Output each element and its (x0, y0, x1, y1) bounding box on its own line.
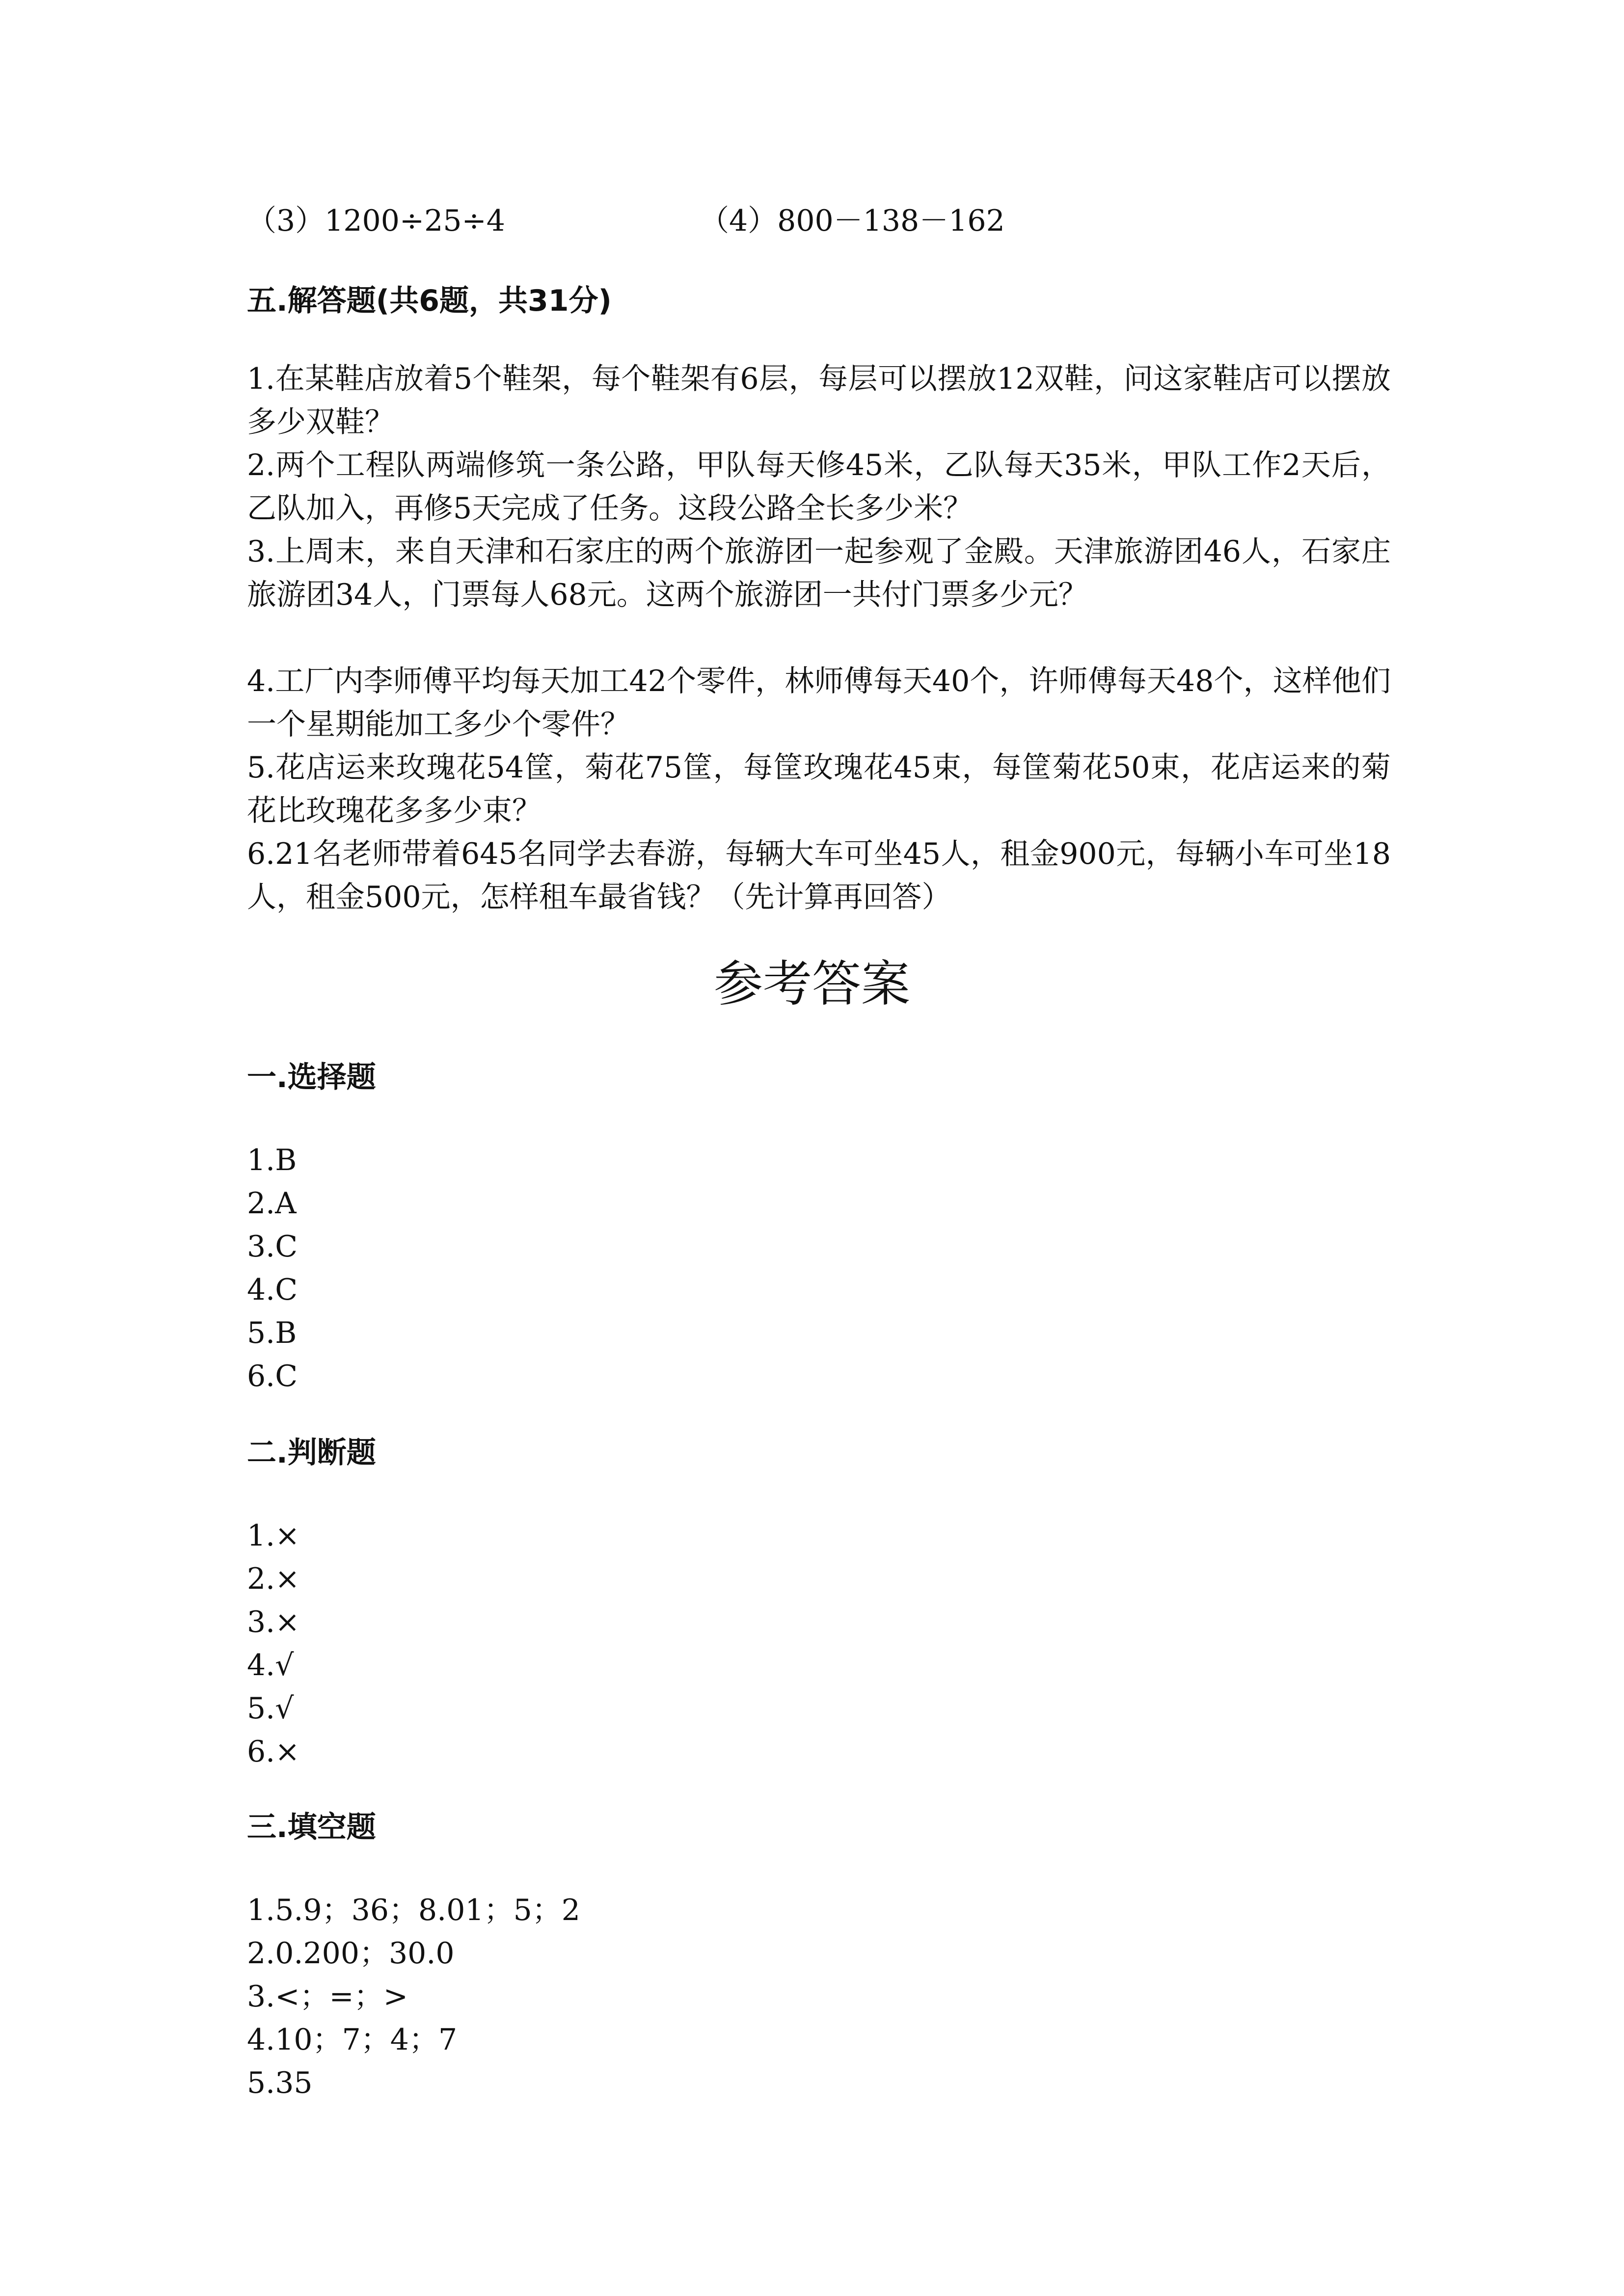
answer-item: 3.<；=；> (247, 1979, 408, 2014)
answer-item: 3.× (247, 1605, 300, 1639)
answer-item: 2.A (247, 1186, 297, 1221)
answer-item: 5.35 (247, 2066, 313, 2100)
answer-item: 1.B (247, 1143, 297, 1177)
answer-item: 5.B (247, 1316, 297, 1350)
answers-judgement-list (247, 1514, 300, 1773)
answer-item: 2.× (247, 1562, 300, 1596)
answer-item: 6.× (247, 1735, 300, 1769)
answer-item: 2.0.200；30.0 (247, 1936, 455, 1971)
section-5-title: 五.解答题(共6题，共31分) (247, 284, 612, 318)
problem-item: 3.上周末，来自天津和石家庄的两个旅游团一起参观了金殿。天津旅游团46人，石家庄旅游团34人，门票每人68元。这两个旅游团一共付门票多少元？ (247, 534, 1391, 612)
problem-item: 5.花店运来玫瑰花54筐，菊花75筐，每筐玫瑰花45束，每筐菊花50束，花店运来的菊花比玫瑰花多多少束？ (247, 750, 1391, 828)
answer-item: 4.10；7；4；7 (247, 2023, 458, 2057)
problem-item: 4.工厂内李师傅平均每天加工42个零件，林师傅每天40个，许师傅每天48个，这样他们一个星期能加工多少个零件？ (247, 664, 1391, 742)
answer-item: 1.5.9；36；8.01；5；2 (247, 1893, 580, 1927)
calc-item-4: （4）800－138－162 (700, 204, 1005, 238)
answer-item: 6.C (247, 1359, 298, 1393)
answer-item: 4.√ (247, 1648, 294, 1682)
answers-section-title: 二.判断题 (247, 1436, 376, 1470)
answers-choice-list (247, 1139, 298, 1398)
problem-item: 1.在某鞋店放着5个鞋架，每个鞋架有6层，每层可以摆放12双鞋，问这家鞋店可以摆放多少双鞋？ (247, 362, 1391, 439)
calc-item-3: （3）1200÷25÷4 (247, 204, 505, 238)
answers-section-title: 三.填空题 (247, 1810, 376, 1844)
answer-item: 5.√ (247, 1691, 294, 1726)
answers-section-title: 一.选择题 (247, 1060, 376, 1095)
problem-item: 6.21名老师带着645名同学去春游，每辆大车可坐45人，租金900元，每辆小车可坐18人，租金500元，怎样租车最省钱？（先计算再回答） (247, 837, 1391, 914)
answer-item: 1.× (247, 1519, 300, 1553)
problem-list (247, 357, 1391, 919)
answers-heading: 参考答案 (714, 955, 910, 1013)
answers-fill-blank-list (247, 1889, 580, 2105)
answer-item: 3.C (247, 1229, 298, 1264)
answer-item: 4.C (247, 1273, 298, 1307)
problem-item: 2.两个工程队两端修筑一条公路，甲队每天修45米，乙队每天35米，甲队工作2天后，乙队加入，再修5天完成了任务。这段公路全长多少米？ (247, 448, 1391, 526)
